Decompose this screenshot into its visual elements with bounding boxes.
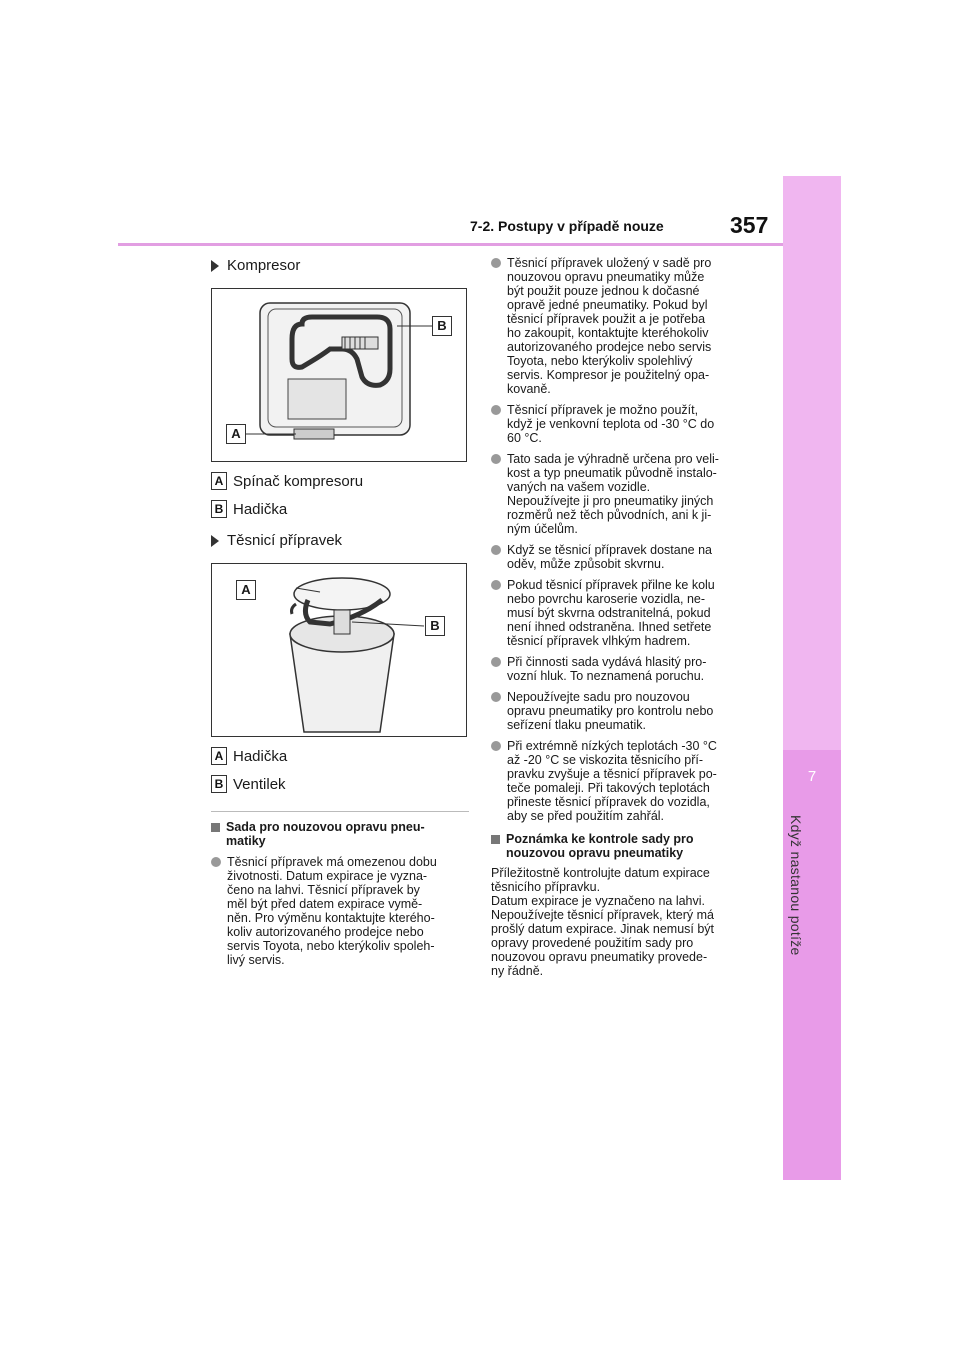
sealant-heading-text: Těsnicí přípravek — [227, 532, 343, 549]
bullet-text: Těsnicí přípravek uložený v sadě pro nouzovou opravu pneumatiky může být použit pouze jednou k dočasné opravě jedné pneumatiky. Pokud byl těsnicí přípravek použit a je potřeba ho zakoupit, kontaktujte kteréhokoliv autorizovaného prodejce nebo servis Toyota, nebo kterýkoliv spolehlivý servis. Kompresor je použitelný opa- kovaně. — [507, 256, 712, 396]
page-number: 357 — [730, 212, 769, 238]
round-bullet-icon — [211, 857, 221, 867]
bullet-text: Těsnicí přípravek má omezenou dobu životnosti. Datum expirace je vyzna- čeno na lahvi. Těsnicí přípravek by měl být před datem expirace vymě- něn. Pro výměnu kontaktujte kterého- koliv autorizovaného prodejce nebo servis Toyota, nebo kterýkoliv spoleh- livý servis. — [227, 855, 437, 967]
callout-row — [211, 775, 469, 793]
callout-badge: A — [211, 747, 227, 765]
bullet-text: Těsnicí přípravek je možno použít, když je venkovní teplota od -30 °C do 60 °C. — [507, 403, 715, 445]
kit-section-heading — [211, 820, 469, 848]
figure-label-a: A — [236, 580, 256, 600]
round-bullet-icon — [491, 657, 501, 667]
note-section-heading — [491, 832, 756, 860]
bullet-item — [211, 855, 469, 967]
triangle-bullet-icon — [211, 260, 219, 272]
round-bullet-icon — [491, 741, 501, 751]
chapter-number: 7 — [807, 768, 817, 785]
compressor-heading-text: Kompresor — [227, 257, 301, 274]
section-divider — [211, 811, 469, 812]
round-bullet-icon — [491, 545, 501, 555]
bullet-item — [491, 739, 756, 823]
round-bullet-icon — [491, 258, 501, 268]
figure-label-b: B — [432, 316, 452, 336]
triangle-bullet-icon — [211, 535, 219, 547]
figure-label-a: A — [226, 424, 246, 444]
callout-text: Spínač kompresoru — [233, 472, 364, 490]
callout-row — [211, 500, 469, 518]
sealant-heading — [211, 532, 469, 549]
bullet-text: Nepoužívejte sadu pro nouzovou opravu pneumatiky pro kontrolu nebo seřízení tlaku pneumatik. — [507, 690, 714, 732]
right-column — [491, 255, 756, 978]
bullet-text: Tato sada je výhradně určena pro veli- kost a typ pneumatik původně instalo- vaných na vašem vozidle. Nepoužívejte ji pro pneumatiky jiných rozměrů než těch původních, ani k ji- ným účelům. — [507, 452, 719, 536]
callout-text: Hadička — [233, 747, 288, 765]
bullet-text: Při činnosti sada vydává hlasitý pro- vozní hluk. To neznamená poruchu. — [507, 655, 707, 683]
figure-label-b: B — [425, 616, 445, 636]
square-bullet-icon — [211, 823, 220, 832]
round-bullet-icon — [491, 692, 501, 702]
bullet-item — [491, 452, 756, 536]
bullet-item — [491, 403, 756, 445]
callout-badge: B — [211, 775, 227, 793]
square-bullet-icon — [491, 835, 500, 844]
callout-row — [211, 747, 469, 765]
bullet-text: Při extrémně nízkých teplotách -30 °C až -20 °C se viskozita těsnicího pří- pravku zvyšuje a těsnicí přípravek po- teče pomaleji. Při takových teplotách přineste těsnicí přípravek do vozidla, aby se před použitím zahřál. — [507, 739, 717, 823]
bullet-item — [491, 578, 756, 648]
bullet-item — [491, 543, 756, 571]
header-rule — [118, 243, 783, 246]
round-bullet-icon — [491, 580, 501, 590]
callout-text: Hadička — [233, 500, 288, 518]
bullet-item — [491, 655, 756, 683]
note-section-title: Poznámka ke kontrole sady pro nouzovou opravu pneumatiky — [506, 832, 694, 860]
callout-text: Ventilek — [233, 775, 286, 793]
kit-section-title: Sada pro nouzovou opravu pneu- matiky — [226, 820, 425, 848]
note-section-text: Příležitostně kontrolujte datum expirace těsnicího přípravku. Datum expirace je vyznačeno na lahvi. Nepoužívejte těsnicí přípravek, který má prošlý datum expirace. Jinak nemusí být opravy provedené použitím sady pro nouzovou opravu pneumatiky provede- ny řádně. — [491, 866, 715, 978]
round-bullet-icon — [491, 454, 501, 464]
callout-badge: B — [211, 500, 227, 518]
bullet-item — [491, 256, 756, 396]
left-column — [211, 255, 469, 967]
compressor-figure — [211, 288, 467, 462]
chapter-title: Když nastanou potíže — [788, 815, 804, 956]
compressor-heading — [211, 257, 469, 274]
bullet-text: Pokud těsnicí přípravek přilne ke kolu nebo povrchu karoserie vozidla, ne- musí být skvrna odstranitelná, pokud není ihned odstraněna. Ihned setřete těsnicí přípravek vlhkým hadrem. — [507, 578, 715, 648]
round-bullet-icon — [491, 405, 501, 415]
header-section-title: 7-2. Postupy v případě nouze — [470, 218, 664, 234]
sealant-figure — [211, 563, 467, 737]
bullet-text: Když se těsnicí přípravek dostane na oděv, může způsobit skvrnu. — [507, 543, 712, 571]
callout-badge: A — [211, 472, 227, 490]
compressor-illustration — [212, 289, 466, 461]
callout-row — [211, 472, 469, 490]
bullet-item — [491, 690, 756, 732]
